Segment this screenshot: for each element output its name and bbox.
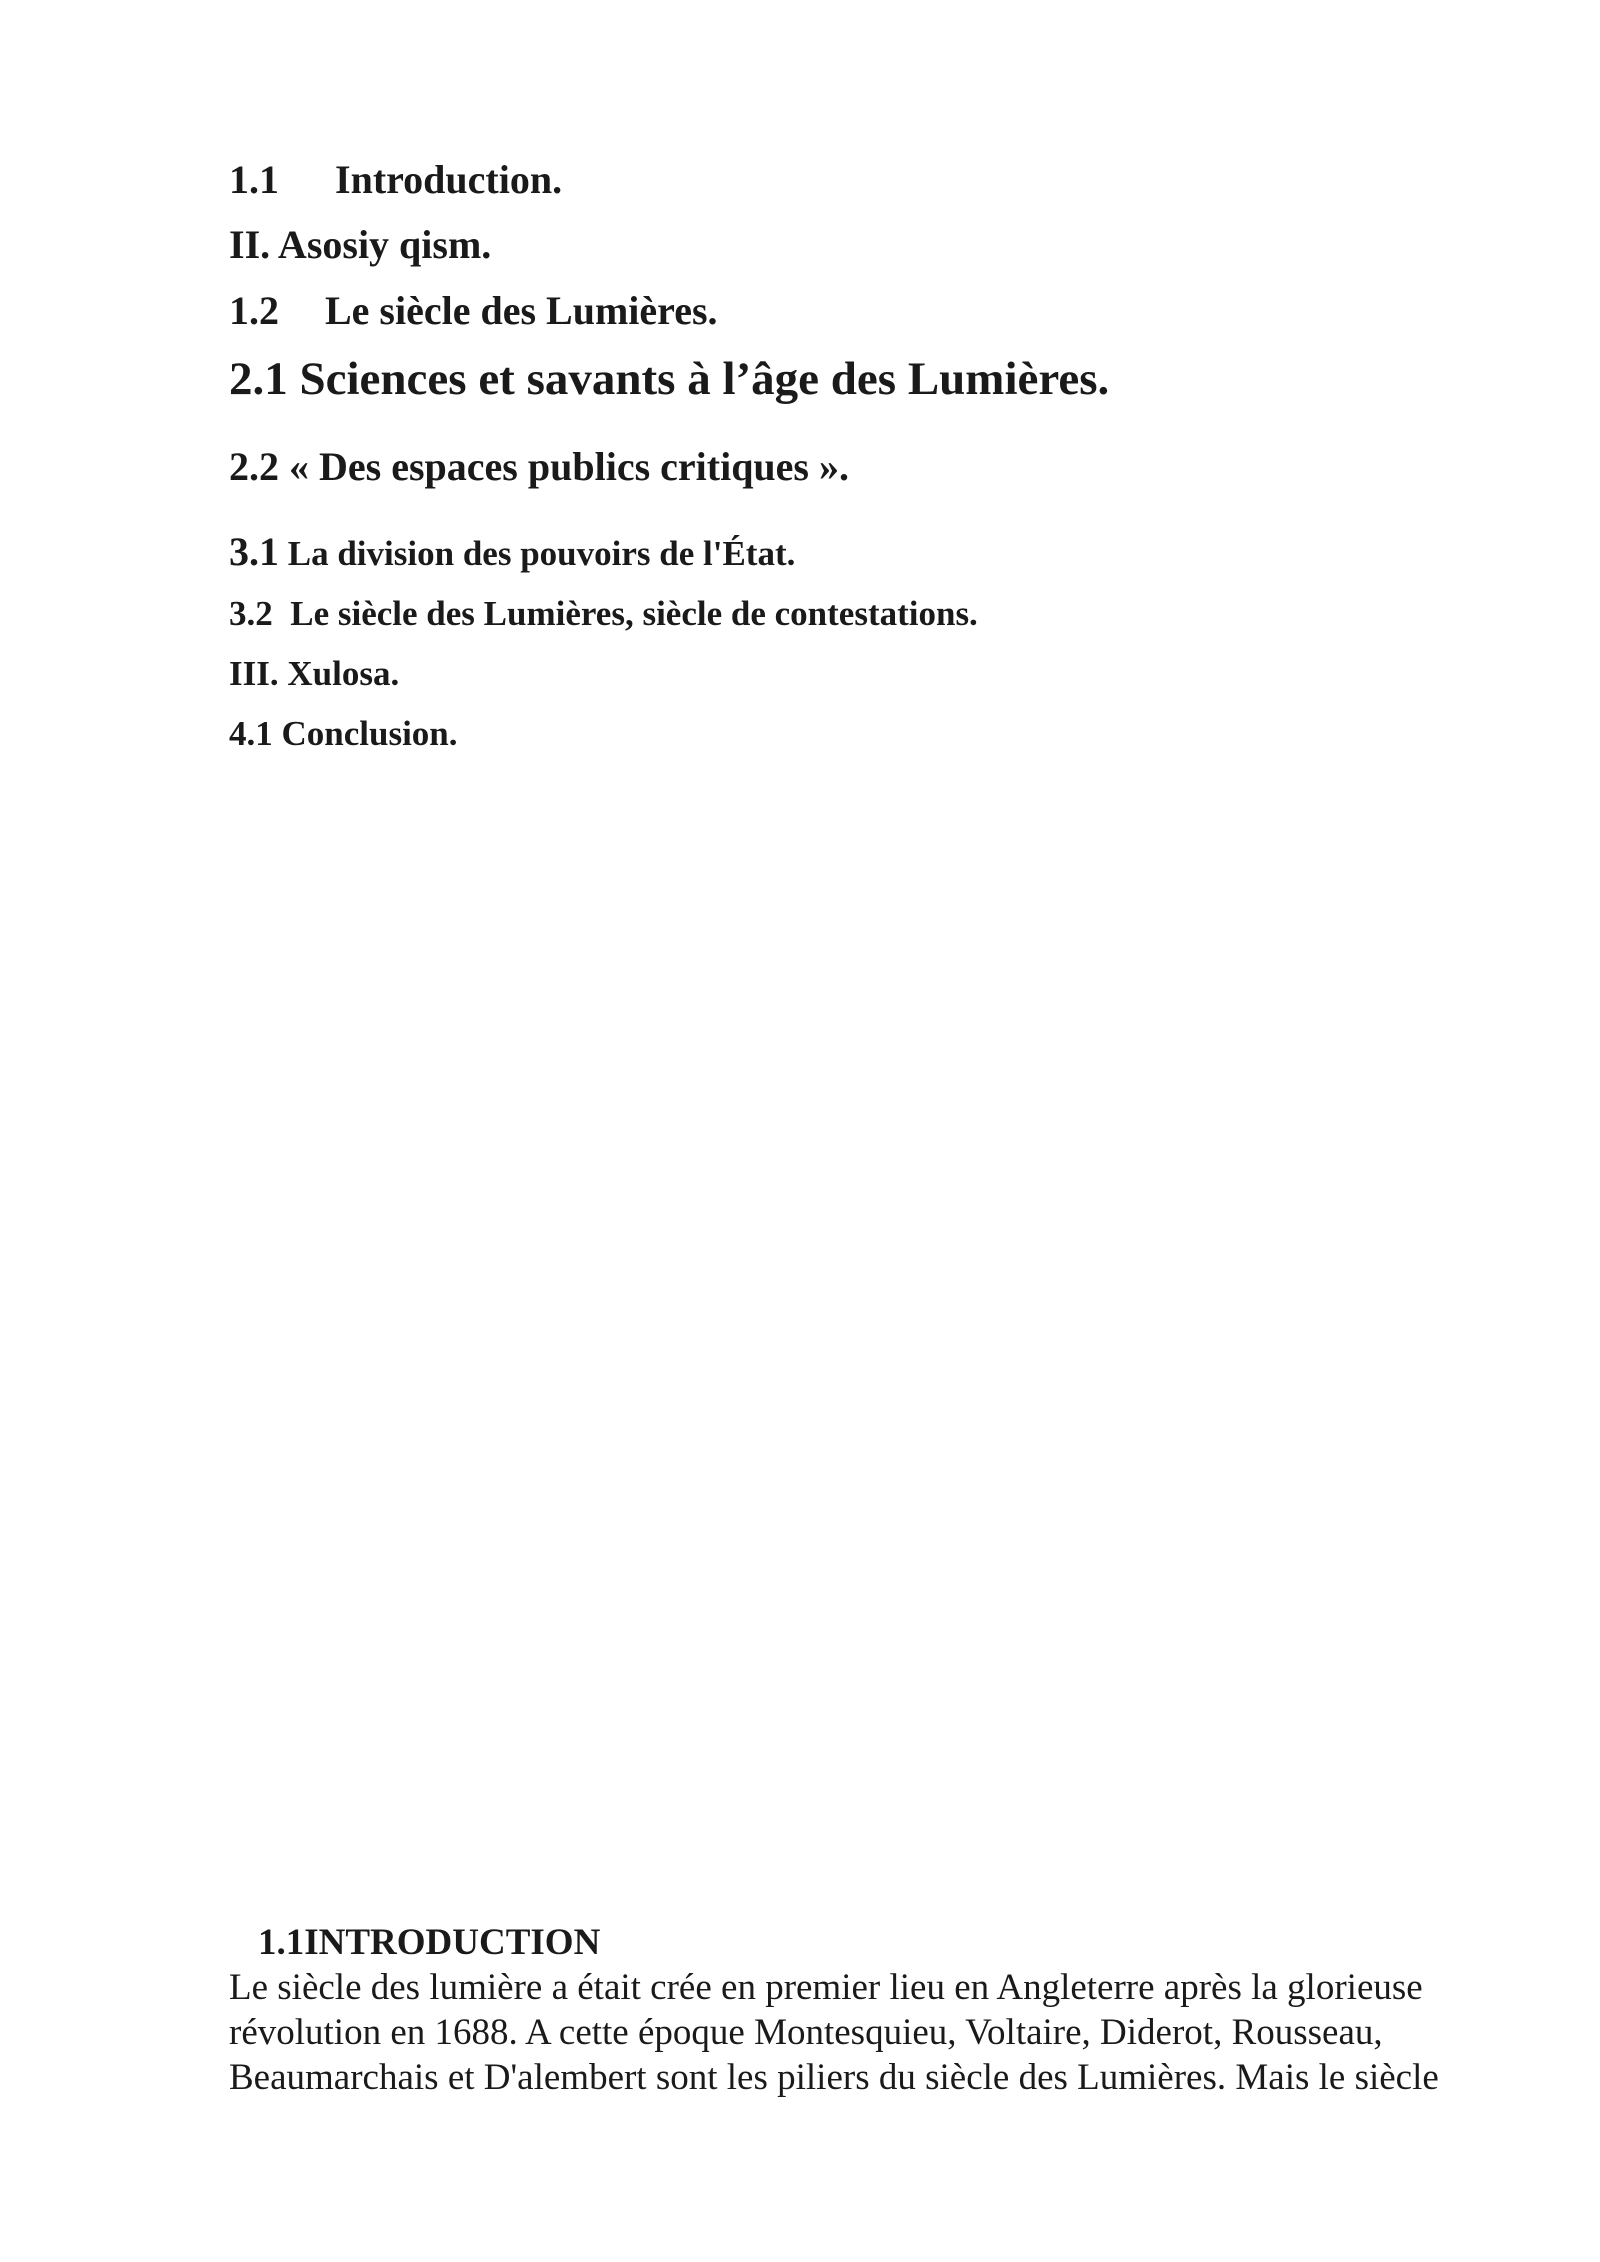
toc-entry-introduction <box>229 157 563 202</box>
toc-entry-number: 1.1 <box>229 157 279 202</box>
toc-entry-conclusion <box>229 716 458 751</box>
toc-entry-xulosa <box>229 656 399 691</box>
toc-entry-division-des-pouvoirs <box>229 529 796 574</box>
toc-entry-espaces-publics <box>229 444 849 489</box>
paragraph-line: Le siècle des lumière a était crée en premier lieu en Angleterre après la glorieuse <box>229 1967 1423 2008</box>
toc-entry-number: 1.2 <box>229 288 279 333</box>
toc-entry-siecle-de-contestations <box>229 596 978 631</box>
toc-entry-number: 3.2 <box>229 594 273 633</box>
introduction-heading: 1.1INTRODUCTION <box>258 1922 601 1963</box>
toc-entry-siecle-des-lumieres <box>229 288 718 333</box>
toc-entry-label: III. Xulosa. <box>229 654 400 693</box>
paragraph-line: révolution en 1688. A cette époque Montesquieu, Voltaire, Diderot, Rousseau, <box>229 2012 1383 2053</box>
toc-entry-number: 2.2 <box>229 444 279 489</box>
toc-entry-label: Sciences et savants à l’âge des Lumières. <box>299 353 1110 405</box>
toc-entry-number: 3.1 <box>229 529 279 574</box>
toc-entry-label: La division des pouvoirs de l'État. <box>287 534 796 573</box>
toc-entry-label: « Des espaces publics critiques ». <box>289 444 849 489</box>
toc-entry-label: Conclusion. <box>281 714 458 753</box>
toc-entry-label: Le siècle des Lumières, siècle de contestations. <box>290 594 978 633</box>
toc-entry-label: Le siècle des Lumières. <box>325 288 718 333</box>
toc-entry-number: 2.1 <box>229 353 288 405</box>
toc-entry-sciences-et-savants <box>229 353 1110 405</box>
introduction-paragraph <box>229 1965 1479 2100</box>
toc-entry-number: 4.1 <box>229 714 273 753</box>
toc-entry-label: II. Asosiy qism. <box>229 222 492 267</box>
toc-entry-asosiy-qism <box>229 222 492 267</box>
toc-entry-label: Introduction. <box>335 157 563 202</box>
paragraph-line: Beaumarchais et D'alembert sont les piliers du siècle des Lumières. Mais le siècle <box>229 2057 1439 2098</box>
